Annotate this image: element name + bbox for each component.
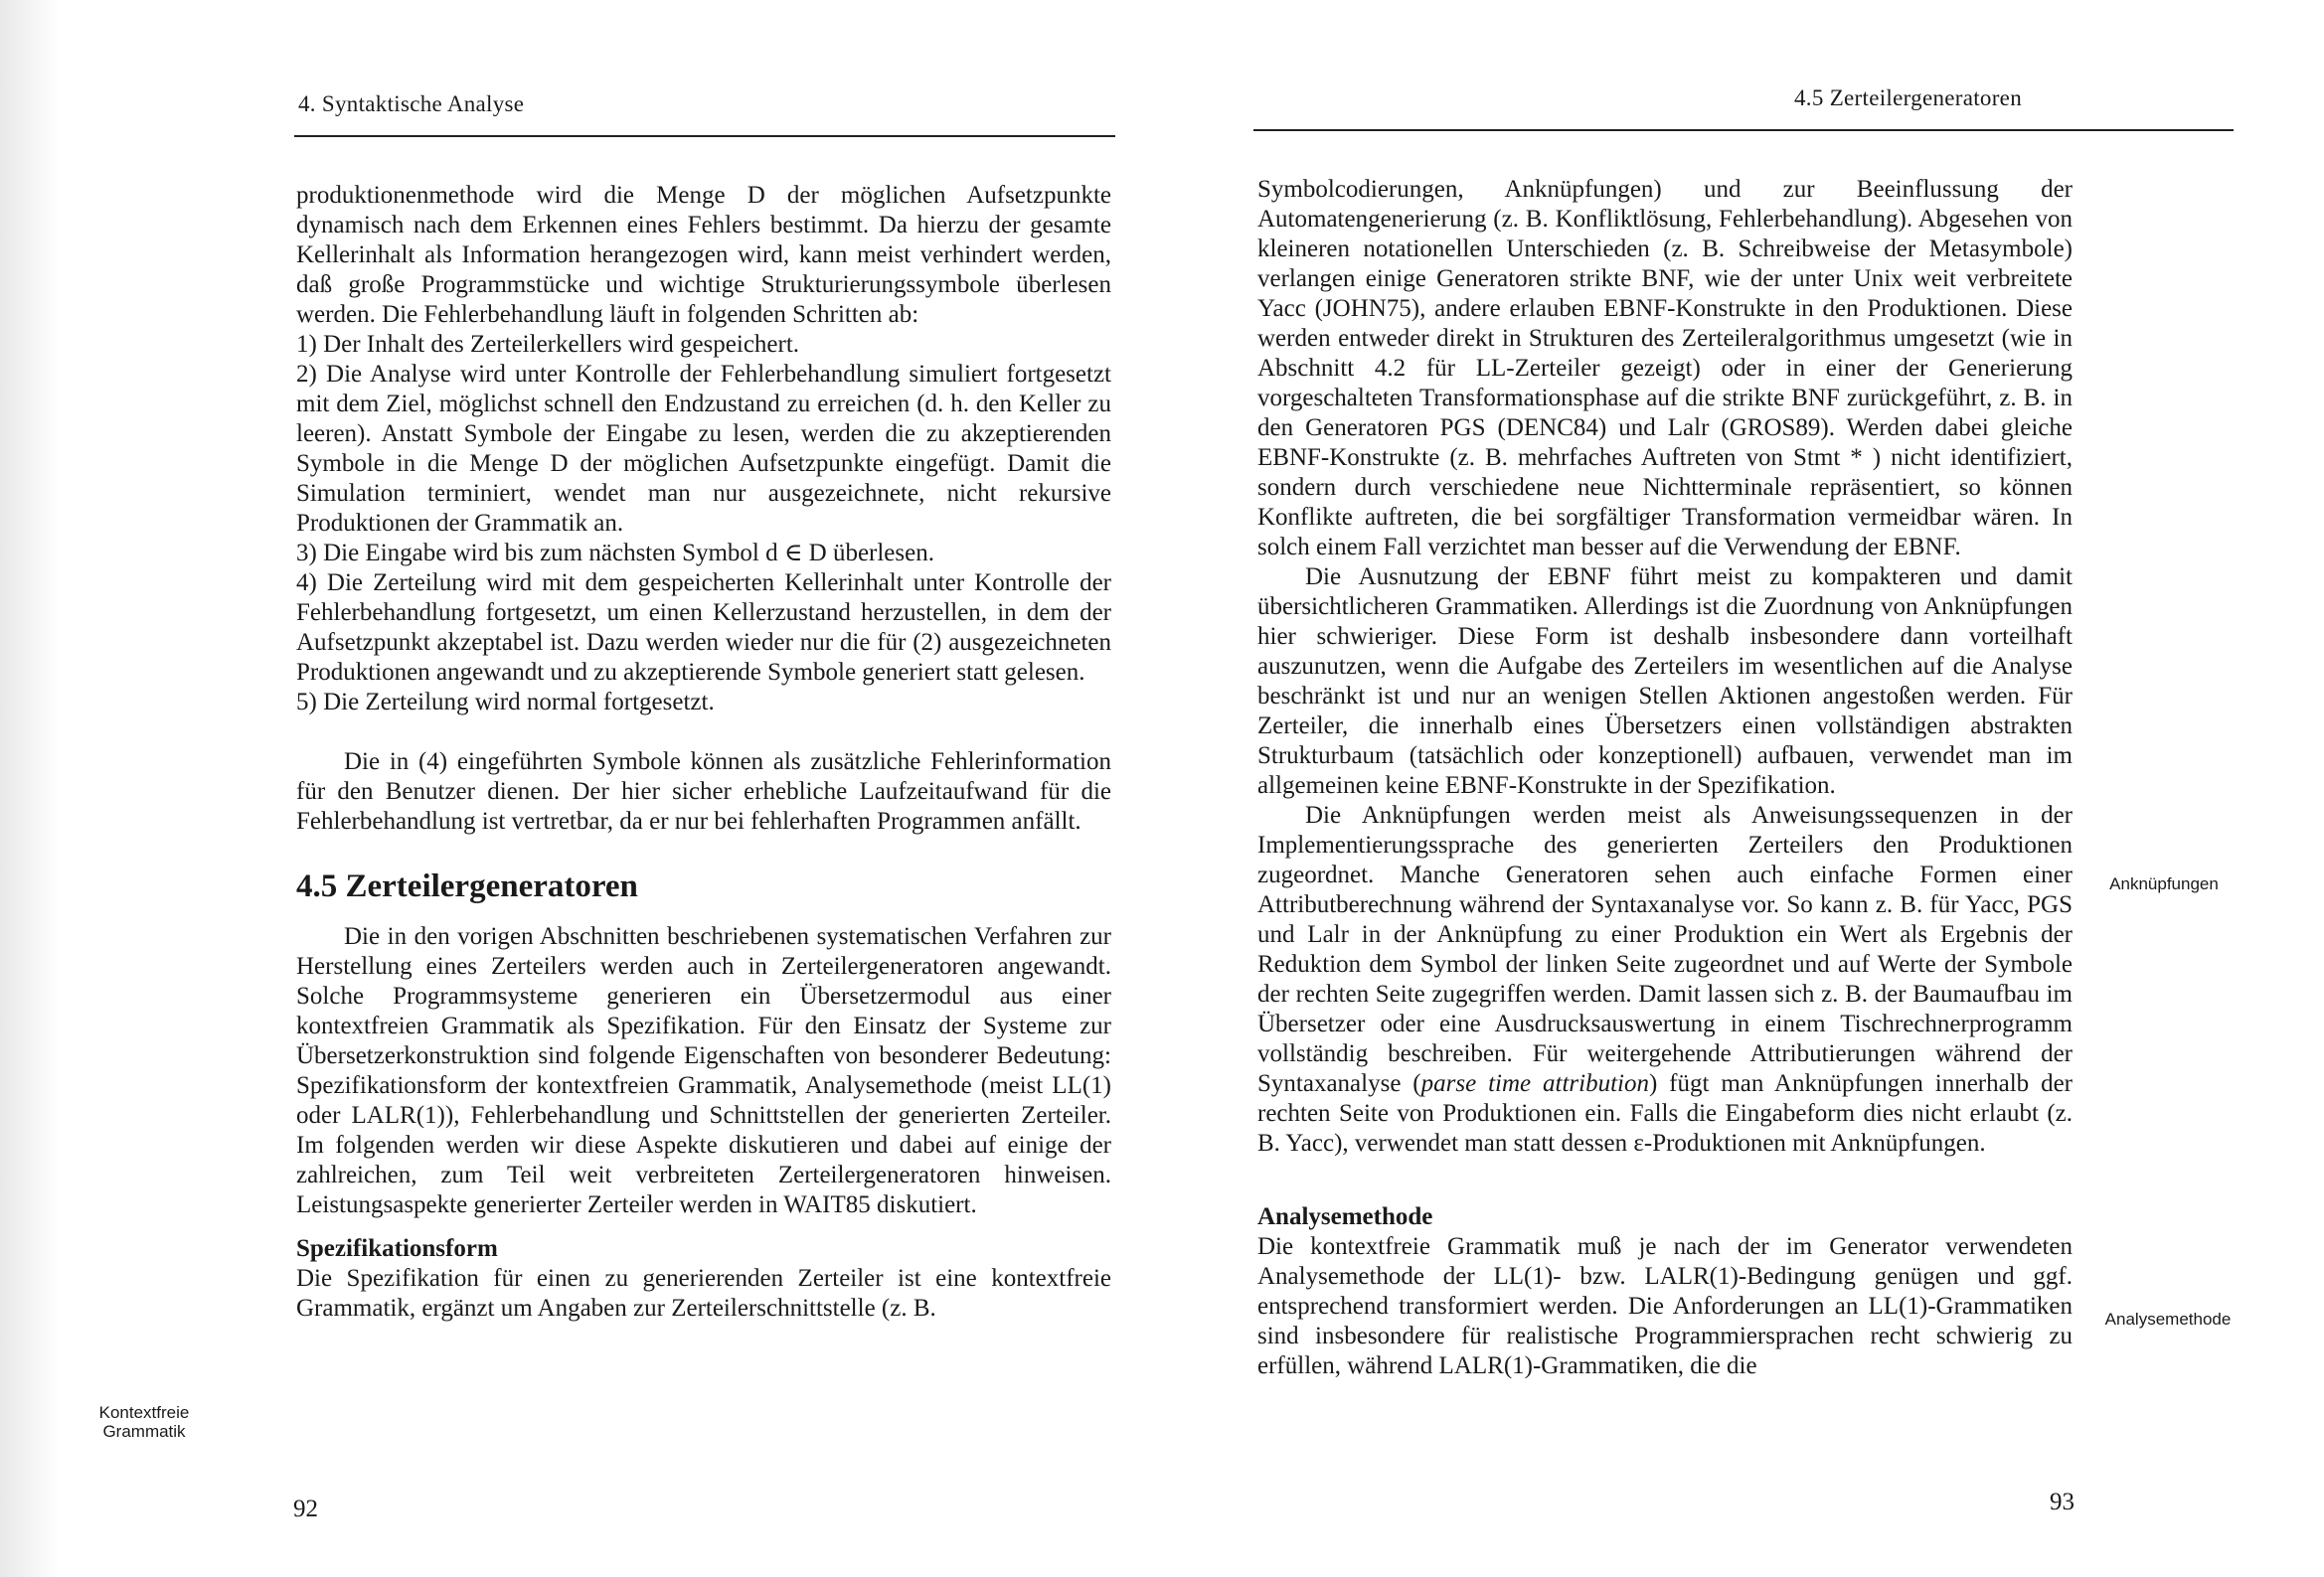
paragraph: Die Spezifikation für einen zu generierenden Zerteiler ist eine kontextfreie Grammatik, ergänzt um Angaben zur Zerteilerschnittstelle (z. B. (296, 1265, 1111, 1322)
page-number: 92 (293, 1496, 318, 1522)
page-number: 93 (2050, 1489, 2075, 1515)
subsection-heading: Analysemethode (1257, 1203, 1433, 1230)
running-head-left: 4. Syntaktische Analyse (298, 91, 525, 116)
left-body (296, 181, 1111, 1324)
header-rule-left (294, 135, 1115, 137)
paragraph: Die in den vorigen Abschnitten beschriebenen systematischen Verfahren zur Herstellung eines Zerteilers werden auch in Zerteilergeneratoren angewandt. Solche Programmsysteme generieren ein Übersetzermodul aus einer kontextfreien Grammatik als Spezifikation. Für den Einsatz der Systeme zur Übersetzerkonstruktion sind folgende Eigenschaften von besonderer Bedeutung: Spezifikationsform der kontextfreien Grammatik, Analysemethode (meist LL(1) oder LALR(1)), Fehlerbehandlung und Schnittstellen der generierten Zerteiler. Im folgenden werden wir diese Aspekte diskutieren und dabei auf einige der zahlreichen, zum Teil weit verbreiteten Zerteilergeneratoren hinweisen. Leistungsaspekte generierter Zerteiler werden in WAIT85 diskutiert. (296, 923, 1111, 1218)
margin-note: Analysemethode (2104, 1310, 2232, 1329)
list-item: 4) Die Zerteilung wird mit dem gespeicherten Kellerinhalt unter Kontrolle der Fehlerbehandlung fortgesetzt, um einen Kellerzustand herzustellen, in dem der Aufsetzpunkt akzeptabel ist. Dazu werden wieder nur die für (2) ausgezeichneten Produktionen angewandt und zu akzeptierende Symbole generiert statt gelesen. (296, 569, 1111, 686)
right-body (1257, 175, 2073, 1381)
subsection-heading: Spezifikationsform (296, 1235, 498, 1262)
margin-note: Kontextfreie Grammatik (98, 1403, 190, 1441)
right-page (1162, 0, 2324, 1577)
section-heading: 4.5 Zerteilergeneratoren (296, 868, 638, 904)
paragraph: Symbolcodierungen, Anknüpfungen) und zur Beeinflussung der Automatengenerierung (z. B. Konfliktlösung, Fehlerbehandlung). Abgesehen von kleineren notationellen Unterschieden (z. B. Schreibweise der Metasymbole) verlangen einige Generatoren strikte BNF, wie der unter Unix weit verbreitete Yacc (JOHN75), andere erlauben EBNF-Konstrukte in den Produktionen. Diese werden entweder direkt in Strukturen des Zerteileralgorithmus umgesetzt (wie in Abschnitt 4.2 für LL-Zerteiler gezeigt) oder in einer der Generierung vorgeschalteten Transformationsphase auf die strikte BNF zurückgeführt, z. B. in den Generatoren PGS (DENC84) und Lalr (GROS89). Werden dabei gleiche EBNF-Konstrukte (z. B. mehrfaches Auftreten von Stmt * ) nicht identifiziert, sondern durch verschiedene neue Nichtterminale repräsentiert, so können Konflikte auftreten, die bei sorgfältiger Transformation vermeidbar wären. In solch einem Fall verzichtet man besser auf die Verwendung der EBNF. (1257, 176, 2073, 560)
running-head-right: 4.5 Zerteilergeneratoren (1794, 85, 2022, 110)
list-item: 5) Die Zerteilung wird normal fortgesetzt. (296, 689, 715, 715)
header-rule-right (1253, 129, 2234, 131)
list-item: 3) Die Eingabe wird bis zum nächsten Symbol d ∈ D überlesen. (296, 540, 934, 566)
page-edge-shadow (0, 0, 60, 1577)
paragraph: produktionenmethode wird die Menge D der möglichen Aufsetzpunkte dynamisch nach dem Erkennen eines Fehlers bestimmt. Da hierzu der gesamte Kellerinhalt als Information herangezogen wird, kann meist verhindert werden, daß große Programmstücke und wichtige Strukturierungssymbole überlesen werden. Die Fehlerbehandlung läuft in folgenden Schritten ab: (296, 182, 1111, 328)
paragraph: Die Ausnutzung der EBNF führt meist zu kompakteren und damit übersichtlicheren Grammatiken. Allerdings ist die Zuordnung von Anknüpfungen hier schwieriger. Diese Form ist deshalb insbesondere dann vorteilhaft auszunutzen, wenn die Aufgabe des Zerteilers im wesentlichen auf die Analyse beschränkt ist und nur an wenigen Stellen Aktionen angestoßen werden. Für Zerteiler, die innerhalb eines Übersetzers einen vollständigen abstrakten Strukturbaum (tatsächlich oder konzeptionell) aufbauen, verwendet man im allgemeinen keine EBNF-Konstrukte in der Spezifikation. (1257, 563, 2073, 799)
paragraph: Die in (4) eingeführten Symbole können als zusätzliche Fehlerinformation für den Benutzer dienen. Der hier sicher erhebliche Laufzeitaufwand für die Fehlerbehandlung ist vertretbar, da er nur bei fehlerhaften Programmen anfällt. (296, 748, 1111, 835)
list-item: 1) Der Inhalt des Zerteilerkellers wird gespeichert. (296, 331, 800, 358)
paragraph: Die kontextfreie Grammatik muß je nach der im Generator verwendeten Analysemethode der LL(1)- bzw. LALR(1)-Bedingung genügen und ggf. entsprechend transformiert werden. Die Anforderungen an LL(1)-Grammatiken sind insbesondere für realistische Programmiersprachen recht schwierig zu erfüllen, während LALR(1)-Grammatiken, die die (1257, 1233, 2073, 1379)
paragraph: Die Anknüpfungen werden meist als Anweisungssequenzen in der Implementierungssprache des generierten Zerteilers den Produktionen zugeordnet. Manche Generatoren sehen auch einfache Formen einer Attributberechnung während der Syntaxanalyse vor. So kann z. B. für Yacc, PGS und Lalr in der Anknüpfung zu einer Produktion ein Wert als Ergebnis der Reduktion dem Symbol der linken Seite zugeordnet und auf Werte der Symbole der rechten Seite zugegriffen werden. Damit lassen sich z. B. der Baumaufbau im Übersetzer oder eine Ausdrucksauswertung in einem Tischrechnerprogramm vollständig beschreiben. Für weitergehende Attributierungen während der Syntaxanalyse (parse time attribution) fügt man Anknüpfungen innerhalb der rechten Seite von Produktionen ein. Falls die Eingabeform dies nicht erlaubt (z. B. Yacc), verwendet man statt dessen ε-Produktionen mit Anknüpfungen. (1257, 802, 2073, 1157)
margin-note: Anknüpfungen (2109, 874, 2219, 893)
list-item: 2) Die Analyse wird unter Kontrolle der Fehlerbehandlung simuliert fortgesetzt mit dem Ziel, möglichst schnell den Endzustand zu erreichen (d. h. den Keller zu leeren). Anstatt Symbole der Eingabe zu lesen, werden die zu akzeptierenden Symbole in die Menge D der möglichen Aufsetzpunkte eingefügt. Damit die Simulation terminiert, wendet man nur ausgezeichnete, nicht rekursive Produktionen der Grammatik an. (296, 361, 1111, 537)
